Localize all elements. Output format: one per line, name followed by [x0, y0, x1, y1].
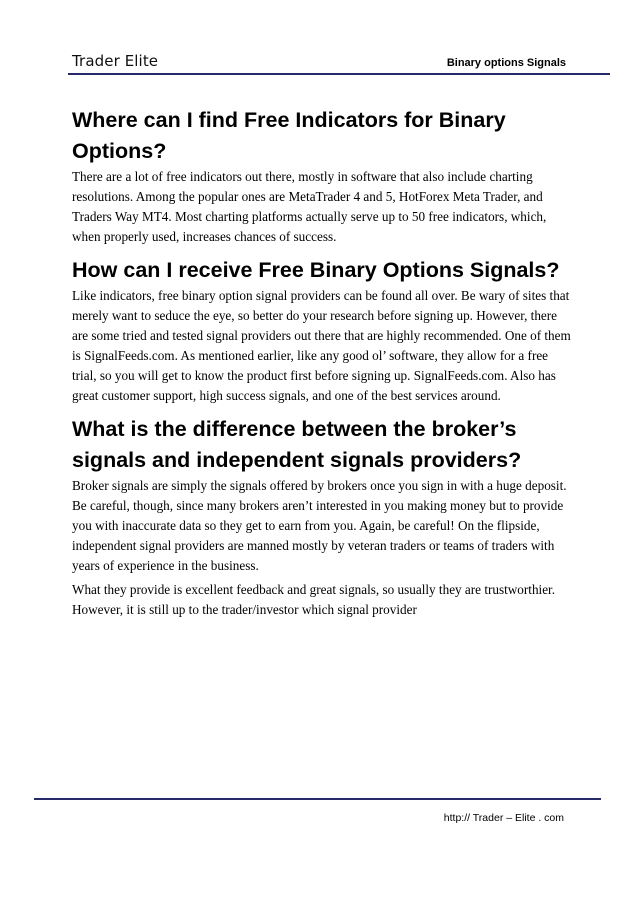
section-free-indicators — [72, 105, 572, 247]
header-site-name: Trader Elite — [72, 52, 159, 70]
section-paragraph: What they provide is excellent feedback and great signals, so usually they are trustworthier. However, it is still up to the trader/investor which signal provider — [72, 582, 556, 617]
footer-url: http:// Trader – Elite . com — [443, 812, 564, 824]
header-page-topic: Binary options Signals — [446, 57, 566, 69]
section-broker-vs-independent — [72, 414, 572, 620]
section-heading: How can I receive Free Binary Options Signals? — [72, 258, 560, 282]
section-heading: What is the difference between the broker’s signals and independent signals providers? — [72, 417, 522, 472]
footer-divider — [34, 798, 601, 800]
header-divider — [68, 73, 610, 75]
section-paragraph: There are a lot of free indicators out there, mostly in software that also include charting resolutions. Among the popular ones are MetaTrader 4 and 5, HotForex Meta Trader, and Traders Way MT4. Most charting platforms actually serve up to 50 free indicators, which, when properly used, increases chances of success. — [72, 169, 547, 244]
section-paragraph: Like indicators, free binary option signal providers can be found all over. Be wary of sites that merely want to seduce the eye, so better do your research before signing up. However, there are some tried and tested signal providers out there that are highly recommended. One of them is SignalFeeds.com. As mentioned earlier, like any good ol’ software, they allow for a free trial, so you will get to know the product first before signing up. SignalFeeds.com. Also has great customer support, high success signals, and one of the best services around. — [72, 288, 571, 403]
section-paragraph: Broker signals are simply the signals offered by brokers once you sign in with a huge deposit. Be careful, though, since many brokers aren’t interested in you making money but to provide you with inaccurate data so they get to earn from you. Again, be careful! On the flipside, independent signal providers are manned mostly by veteran traders or teams of traders with years of experience in the business. — [72, 478, 567, 573]
article-body — [72, 105, 572, 624]
section-free-signals — [72, 255, 572, 406]
section-heading: Where can I find Free Indicators for Binary Options? — [72, 108, 506, 163]
